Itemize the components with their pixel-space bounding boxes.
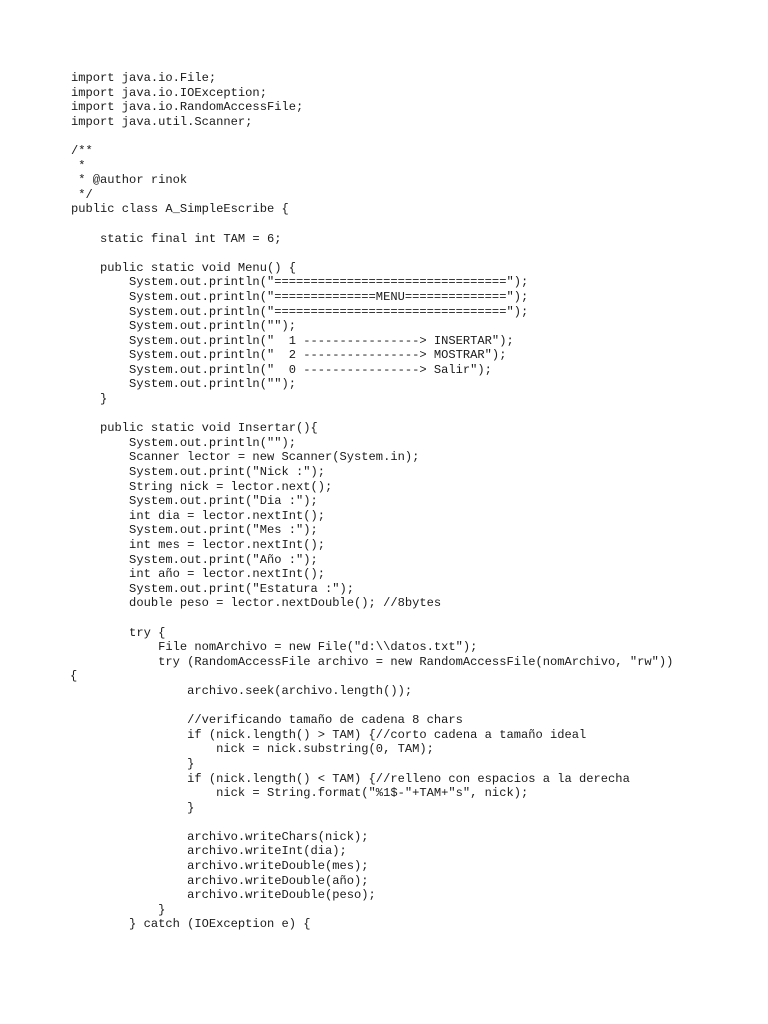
code-line [71,407,673,422]
code-line: nick = String.format("%1$-"+TAM+"s", nick); [71,786,529,801]
code-line: static final int TAM = 6; [71,231,282,246]
code-line [71,217,673,232]
code-line [71,611,673,626]
code-line: System.out.println(""); [71,377,296,392]
code-line: * [71,158,86,173]
code-line: System.out.print("Nick :"); [71,465,326,480]
code-line: System.out.print("Estatura :"); [71,581,355,596]
code-line: * @author rinok [71,173,188,188]
code-line: archivo.seek(archivo.length()); [71,683,413,698]
code-line: //verificando tamaño de cadena 8 chars [71,713,463,728]
code-line: /** [71,143,93,158]
code-line: try (RandomAccessFile archivo = new RandomAccessFile(nomArchivo, "rw")) [71,654,674,669]
code-line: public class A_SimpleEscribe { [71,202,289,217]
code-line: import java.io.File; [71,71,217,85]
code-line: if (nick.length() < TAM) {//relleno con espacios a la derecha [71,771,630,786]
code-line: } [71,756,195,771]
code-line: import java.io.RandomAccessFile; [71,100,304,115]
code-line: System.out.print("Dia :"); [71,494,318,509]
code-line [71,699,673,714]
code-line: System.out.print("Mes :"); [71,523,318,538]
code-line: System.out.println("================================"); [71,304,529,319]
code-line: System.out.println(" 2 ----------------> MOSTRAR"); [71,348,507,363]
code-line: double peso = lector.nextDouble(); //8bytes [71,596,442,611]
code-line: archivo.writeChars(nick); [71,829,369,844]
code-line: public static void Insertar(){ [71,421,318,436]
code-line: */ [71,187,93,202]
code-line: archivo.writeDouble(mes); [71,859,369,874]
code-line: File nomArchivo = new File("d:\\datos.txt"); [71,640,478,655]
code-line: System.out.println("==============MENU=============="); [71,289,529,304]
code-line: } catch (IOException e) { [71,917,311,932]
code-line [71,246,673,261]
code-line: System.out.println(""); [71,435,296,450]
code-line: { [70,669,78,684]
code-line: import java.util.Scanner; [71,114,253,129]
code-line: int dia = lector.nextInt(); [71,508,326,523]
code-line: } [71,800,195,815]
code-line: archivo.writeDouble(año); [71,873,369,888]
code-line: System.out.print("Año :"); [71,552,318,567]
code-line: archivo.writeInt(dia); [71,844,347,859]
code-line: int mes = lector.nextInt(); [71,538,326,552]
code-line: } [71,902,166,917]
code-line: public static void Menu() { [71,260,296,275]
code-line [71,129,673,144]
code-line: archivo.writeDouble(peso); [71,888,376,903]
code-line: nick = nick.substring(0, TAM); [71,742,434,757]
code-line: int año = lector.nextInt(); [71,567,326,582]
code-line: try { [71,625,166,640]
code-line: String nick = lector.next(); [71,479,333,494]
code-line: System.out.println(""); [71,319,296,334]
code-line: System.out.println("================================"); [71,275,529,290]
code-line: Scanner lector = new Scanner(System.in); [71,450,420,465]
java-source-code [71,71,673,932]
code-line: } [71,392,108,407]
code-line: System.out.println(" 0 ----------------> Salir"); [71,362,492,377]
code-line: System.out.println(" 1 ----------------> INSERTAR"); [71,333,514,348]
code-line: if (nick.length() > TAM) {//corto cadena a tamaño ideal [71,727,587,742]
code-line: import java.io.IOException; [71,85,267,100]
code-line [71,815,673,830]
